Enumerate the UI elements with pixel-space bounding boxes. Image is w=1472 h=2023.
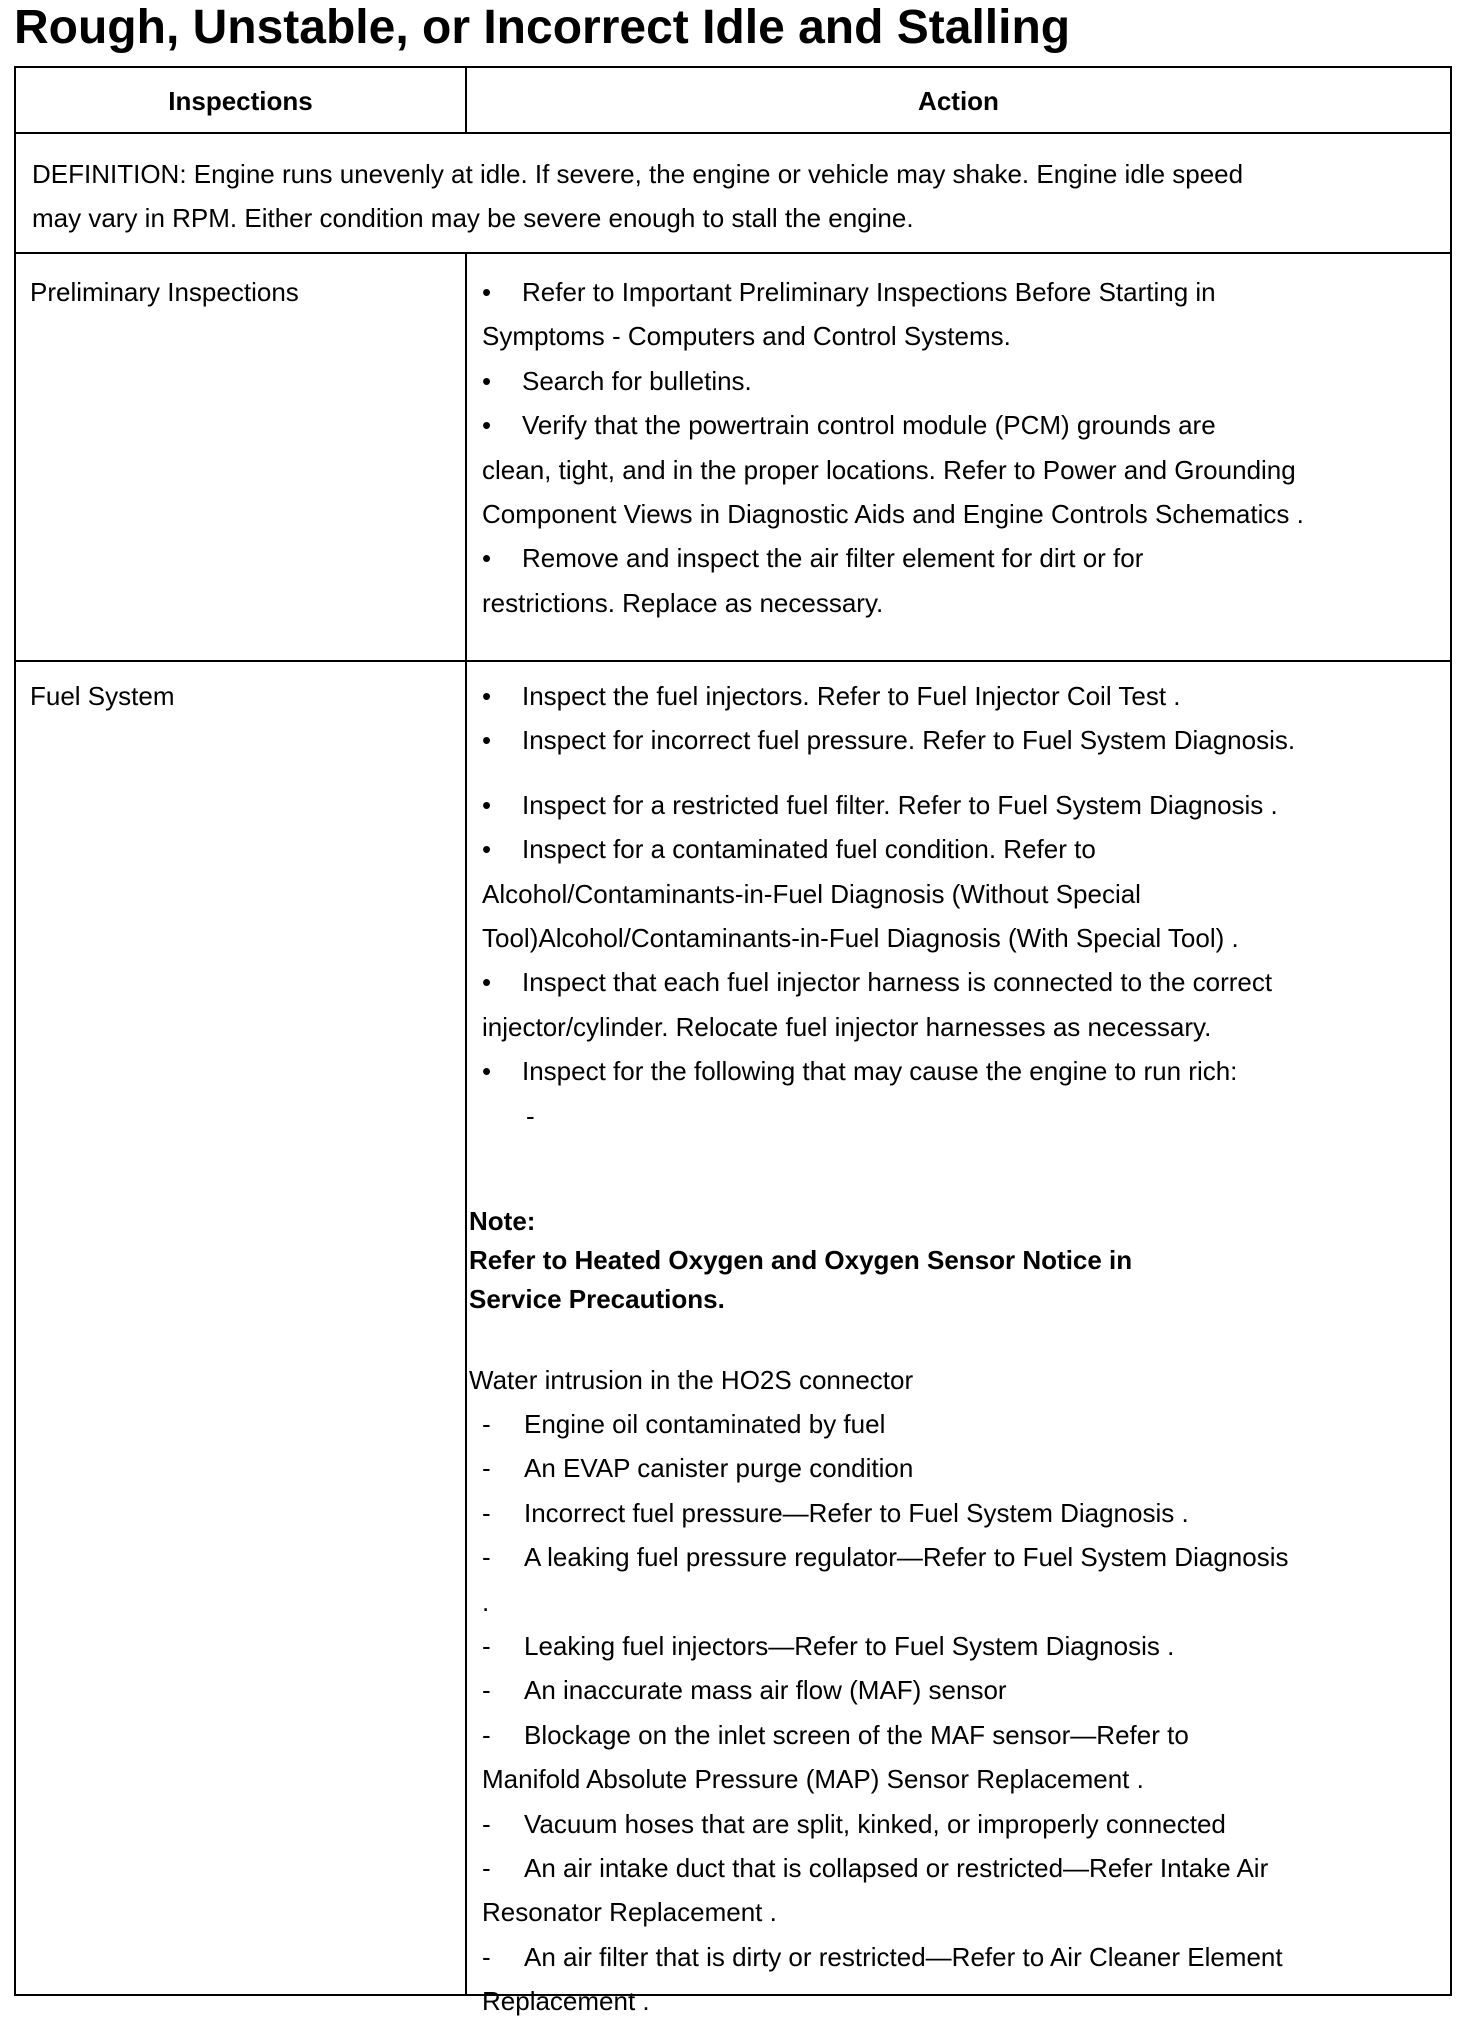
action-line bbox=[482, 960, 1295, 1004]
bullet: • bbox=[482, 789, 492, 820]
list-item-text: A leaking fuel pressure regulator—Refer to Fuel System Diagnosis bbox=[524, 1542, 1289, 1573]
row-divider bbox=[16, 660, 1450, 662]
bullet: • bbox=[482, 725, 492, 756]
list-item bbox=[482, 1713, 1288, 1757]
action-text: Alcohol/Contaminants-in-Fuel Diagnosis (Without Special bbox=[482, 878, 1141, 909]
action-text: Inspect for a contaminated fuel condition. Refer to bbox=[522, 834, 1096, 865]
note-block bbox=[469, 1202, 1132, 1319]
action-line bbox=[482, 1005, 1295, 1049]
list-item-text: Blockage on the inlet screen of the MAF sensor—Refer to bbox=[524, 1719, 1189, 1750]
action-text: Verify that the powertrain control module (PCM) grounds are bbox=[522, 410, 1216, 441]
row-label-fuel-system: Fuel System bbox=[30, 681, 175, 711]
dash-bullet: - bbox=[482, 1497, 491, 1528]
list-item-text: Incorrect fuel pressure—Refer to Fuel System Diagnosis . bbox=[524, 1497, 1189, 1528]
dash-bullet: - bbox=[482, 1630, 491, 1661]
list-item bbox=[482, 1668, 1288, 1712]
action-text: Inspect for incorrect fuel pressure. Refer to Fuel System Diagnosis. bbox=[522, 725, 1296, 756]
definition-line: DEFINITION: Engine runs unevenly at idle. If severe, the engine or vehicle may shake. Engine idle speed bbox=[32, 159, 1244, 189]
list-item-text: Manifold Absolute Pressure (MAP) Sensor Replacement . bbox=[482, 1764, 1144, 1795]
list-item bbox=[482, 1935, 1288, 1979]
action-text: Refer to Important Preliminary Inspections Before Starting in bbox=[522, 277, 1216, 307]
action-text: Component Views in Diagnostic Aids and Engine Controls Schematics . bbox=[482, 498, 1304, 529]
dash-bullet: - bbox=[482, 1409, 491, 1439]
dash-bullet: - bbox=[482, 1852, 491, 1883]
action-text: Inspect that each fuel injector harness is connected to the correct bbox=[522, 967, 1273, 998]
action-text: Inspect for the following that may cause the engine to run rich: bbox=[522, 1056, 1238, 1087]
action-text: Tool)Alcohol/Contaminants-in-Fuel Diagnosis (With Special Tool) . bbox=[482, 922, 1239, 953]
definition-line: may vary in RPM. Either condition may be severe enough to stall the engine. bbox=[32, 203, 914, 234]
rich-causes-list bbox=[482, 1402, 1288, 2023]
action-line bbox=[482, 1049, 1295, 1093]
action-line bbox=[482, 872, 1295, 916]
list-item-text: An EVAP canister purge condition bbox=[524, 1453, 914, 1484]
water-intrusion-line: Water intrusion in the HO2S connector bbox=[469, 1365, 914, 1395]
action-line bbox=[482, 448, 1304, 492]
diagnostic-table bbox=[14, 66, 1452, 2017]
row-label-preliminary: Preliminary Inspections bbox=[30, 277, 299, 307]
list-item bbox=[482, 1846, 1288, 1890]
list-item bbox=[482, 1580, 1288, 1624]
dash-bullet: - bbox=[482, 1808, 491, 1839]
action-line bbox=[482, 403, 1304, 447]
note-text: Refer to Heated Oxygen and Oxygen Sensor Notice in bbox=[469, 1245, 1133, 1275]
list-item bbox=[482, 1491, 1288, 1535]
preliminary-actions bbox=[482, 270, 1304, 625]
action-line bbox=[482, 674, 1295, 718]
note-text: Service Precautions. bbox=[469, 1284, 725, 1314]
list-item bbox=[482, 1624, 1288, 1668]
list-item bbox=[482, 1535, 1288, 1579]
bullet: • bbox=[482, 1056, 492, 1087]
action-line bbox=[482, 270, 1304, 314]
definition-divider bbox=[16, 252, 1450, 254]
dash-bullet: - bbox=[482, 1542, 491, 1573]
list-item-text: Replacement . bbox=[482, 1986, 650, 2017]
list-item-text: An air intake duct that is collapsed or restricted—Refer Intake Air bbox=[524, 1852, 1269, 1883]
action-line bbox=[482, 536, 1304, 580]
list-item bbox=[482, 1890, 1288, 1934]
action-text: Search for bulletins. bbox=[522, 365, 752, 396]
action-line bbox=[482, 916, 1295, 960]
bullet: • bbox=[482, 681, 492, 711]
dash-bullet: - bbox=[482, 1675, 491, 1706]
dash-bullet: - bbox=[482, 1941, 491, 1972]
note-heading: Note: bbox=[469, 1206, 536, 1236]
action-line bbox=[482, 492, 1304, 536]
action-line bbox=[482, 718, 1295, 762]
list-item-text: An air filter that is dirty or restricted—Refer to Air Cleaner Element bbox=[524, 1941, 1283, 1972]
action-text: Symptoms - Computers and Control Systems. bbox=[482, 321, 1011, 352]
bullet: • bbox=[482, 365, 492, 396]
sub-dash: - bbox=[526, 1100, 535, 1131]
fuel-system-actions bbox=[482, 674, 1295, 1134]
list-item-text: Leaking fuel injectors—Refer to Fuel System Diagnosis . bbox=[524, 1630, 1175, 1661]
action-text: Remove and inspect the air filter element for dirt or for bbox=[522, 543, 1144, 574]
list-item bbox=[482, 1757, 1288, 1801]
action-line bbox=[482, 314, 1304, 358]
list-item-text: An inaccurate mass air flow (MAF) sensor bbox=[524, 1675, 1007, 1706]
list-item bbox=[482, 1446, 1288, 1490]
bullet: • bbox=[482, 277, 492, 307]
bullet: • bbox=[482, 543, 492, 574]
column-header-inspections: Inspections bbox=[168, 85, 313, 116]
definition-cell bbox=[32, 152, 1243, 241]
list-item bbox=[482, 1402, 1288, 1446]
list-item-text: Resonator Replacement . bbox=[482, 1897, 777, 1928]
dash-bullet: - bbox=[482, 1719, 491, 1750]
page-title: Rough, Unstable, or Incorrect Idle and Stalling bbox=[14, 1, 1071, 54]
spacer bbox=[482, 763, 1295, 783]
list-item-text: . bbox=[482, 1586, 490, 1617]
action-line bbox=[482, 359, 1304, 403]
action-line bbox=[482, 783, 1295, 827]
list-item bbox=[482, 1979, 1288, 2023]
action-text: restrictions. Replace as necessary. bbox=[482, 587, 884, 618]
dash-bullet: - bbox=[482, 1453, 491, 1484]
bullet: • bbox=[482, 967, 492, 998]
list-item bbox=[482, 1802, 1288, 1846]
action-text: Inspect the fuel injectors. Refer to Fuel Injector Coil Test . bbox=[522, 681, 1181, 711]
column-header-action: Action bbox=[918, 85, 999, 116]
list-item-text: Vacuum hoses that are split, kinked, or improperly connected bbox=[524, 1808, 1226, 1839]
list-item-text: Engine oil contaminated by fuel bbox=[524, 1409, 886, 1439]
column-divider bbox=[465, 252, 467, 1994]
action-text: clean, tight, and in the proper locations. Refer to Power and Grounding bbox=[482, 454, 1296, 485]
bullet: • bbox=[482, 834, 492, 865]
bullet: • bbox=[482, 410, 492, 441]
action-text: Inspect for a restricted fuel filter. Refer to Fuel System Diagnosis . bbox=[522, 789, 1278, 820]
action-line bbox=[482, 827, 1295, 871]
action-line bbox=[482, 581, 1304, 625]
action-text: injector/cylinder. Relocate fuel injector harnesses as necessary. bbox=[482, 1011, 1212, 1042]
